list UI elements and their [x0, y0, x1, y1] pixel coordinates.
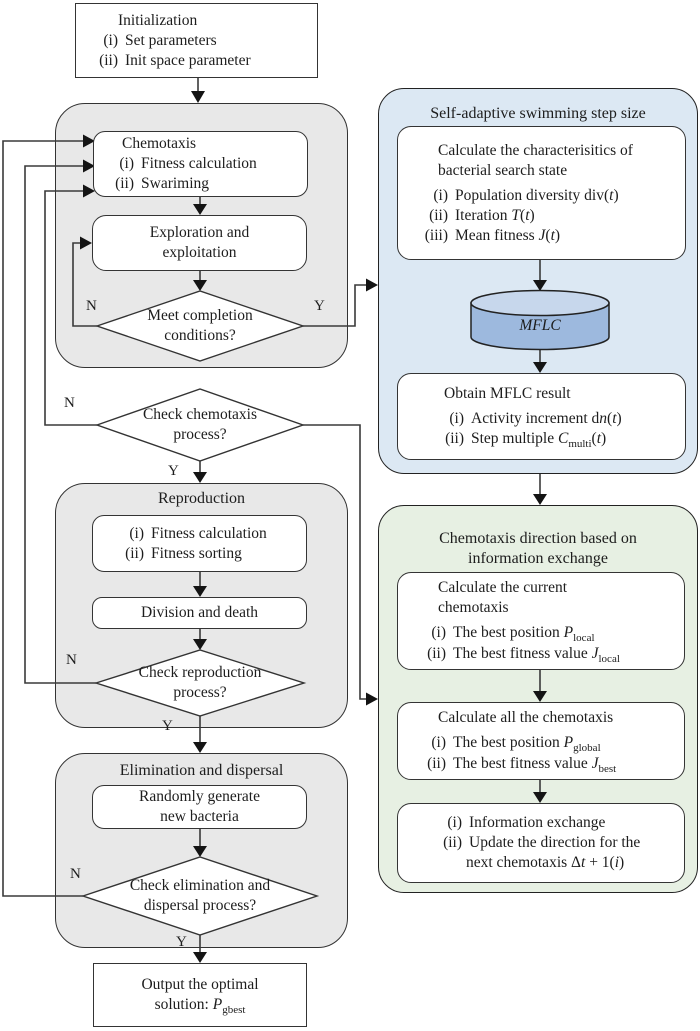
arrowhead-check-elim-yes	[193, 952, 207, 963]
arrowhead-check-chemotaxis-to-direction-panel	[366, 693, 378, 706]
arrowhead-fitness-to-division	[193, 586, 207, 597]
meet-completion-text: Meet completion conditions?	[147, 307, 253, 344]
arrowhead-check-repro-yes	[193, 742, 207, 753]
calc-characteristics-line-1: Calculate the characterisitics of	[438, 141, 633, 159]
check-chemotaxis-no-label: N	[64, 395, 75, 411]
random-line-1: Randomly generate	[139, 788, 260, 805]
random-line-2: new bacteria	[160, 808, 239, 825]
calc-current-item-1: (i) The best position $P_{local}$	[431, 623, 595, 644]
arrowhead-random-to-check-elim	[193, 846, 207, 857]
info-exchange-item-3: next chemotaxis Δt + 1(i)	[466, 854, 625, 871]
edge-check-elim-no	[3, 141, 83, 896]
check-elimination-no-label: N	[70, 866, 81, 882]
initialization-item-1: (i) Set parameters	[103, 31, 217, 49]
calc-all-title: Calculate all the chemotaxis	[438, 708, 614, 726]
mflc-cylinder-top	[471, 291, 609, 316]
arrowhead-calc-to-cylinder	[533, 280, 547, 291]
initialization-title: Initialization	[118, 11, 198, 29]
check-elimination-yes-label: Y	[176, 934, 187, 950]
arrowhead-chemotaxis-to-exploration	[193, 204, 207, 215]
calc-current-line-1: Calculate the current	[438, 578, 568, 596]
chemotaxis-item-1: (i) Fitness calculation	[119, 155, 257, 172]
calc-all-box	[397, 702, 685, 780]
check-chemotaxis-yes-label: Y	[168, 463, 179, 479]
exploration-line-1: Exploration and	[149, 224, 250, 241]
meet-no-label: N	[86, 298, 97, 314]
fitness-item-2: (ii) Fitness sorting	[125, 544, 242, 562]
calc-characteristics-line-2: bacterial search state	[438, 161, 568, 179]
info-exchange-item-2: (ii) Update the direction for the	[443, 834, 641, 851]
arrowhead-all-to-info	[533, 792, 547, 803]
arrowhead-meet-yes-to-swim-panel	[366, 279, 378, 292]
obtain-mflc-box	[397, 373, 686, 460]
chemotaxis-title: Chemotaxis	[122, 135, 197, 152]
elimination-title: Elimination and dispersal	[119, 762, 284, 779]
obtain-mflc-item-2: (ii) Step multiple $C_{multi}(t)$	[445, 429, 607, 450]
calc-all-item-2: (ii) The best fitness value $J_{best}$	[427, 754, 617, 775]
arrowhead-swim-to-direction	[533, 494, 547, 505]
info-exchange-box	[397, 803, 685, 883]
direction-panel-title-2: information exchange	[468, 550, 608, 567]
calc-characteristics-box	[397, 126, 686, 260]
obtain-mflc-title: Obtain MFLC result	[444, 384, 571, 402]
edge-meet-yes-to-swim-panel	[303, 285, 366, 326]
check-reproduction-no-label: N	[66, 652, 77, 668]
exploration-line-2: exploitation	[162, 244, 237, 261]
fitness-box	[92, 515, 307, 572]
initialization-box	[75, 3, 318, 78]
output-line-1: Output the optimal	[141, 975, 259, 993]
calc-all-item-1: (i) The best position $P_{global}$	[431, 733, 601, 754]
check-reproduction-yes-label: Y	[162, 718, 173, 734]
exploration-box	[92, 215, 307, 271]
calc-characteristics-item-3: (iii) Mean fitness J(t)	[424, 226, 561, 244]
calc-current-line-2: chemotaxis	[438, 598, 509, 616]
arrowhead-division-to-check-repro	[193, 639, 207, 650]
initialization-item-2: (ii) Init space parameter	[99, 51, 251, 69]
meet-yes-label: Y	[314, 298, 325, 314]
swim-panel-title: Self-adaptive swimming step size	[430, 105, 646, 122]
edge-check-chemotaxis-to-direction-panel	[303, 425, 366, 699]
random-box	[92, 785, 307, 829]
chemotaxis-item-2: (ii) Swariming	[115, 175, 210, 192]
arrowhead-meet-no-loop	[80, 237, 92, 250]
info-exchange-item-1: (i) Information exchange	[447, 814, 606, 831]
calc-current-box	[397, 572, 685, 670]
arrowhead-init-to-loop	[191, 91, 205, 103]
reproduction-title: Reproduction	[157, 490, 246, 507]
fitness-item-1: (i) Fitness calculation	[129, 524, 267, 542]
arrowhead-check-chemotaxis-yes	[193, 472, 207, 483]
obtain-mflc-item-1: (i) Activity increment dn(t)	[449, 409, 622, 427]
division-box	[92, 597, 307, 629]
calc-current-item-2: (ii) The best fitness value $J_{local}$	[427, 644, 620, 665]
arrowhead-current-to-all	[533, 691, 547, 702]
check-elimination-text: Check elimination and dispersal process?	[129, 877, 271, 914]
chemotaxis-box	[93, 131, 308, 197]
output-line-2: solution: $P_{gbest}$	[154, 995, 246, 1016]
division-label: Division and death	[140, 604, 259, 621]
calc-characteristics-item-1: (i) Population diversity div(t)	[433, 186, 619, 204]
output-box	[93, 963, 307, 1027]
check-reproduction-text: Check reproduction process?	[138, 664, 262, 701]
mflc-cylinder-label: MFLC	[519, 317, 561, 334]
arrowhead-exploration-to-meet	[193, 280, 207, 291]
direction-panel-title-1: Chemotaxis direction based on	[439, 530, 637, 547]
arrowhead-cylinder-to-obtain	[533, 362, 547, 373]
check-chemotaxis-text: Check chemotaxis process?	[142, 406, 258, 443]
calc-characteristics-item-2: (ii) Iteration T(t)	[429, 206, 535, 224]
